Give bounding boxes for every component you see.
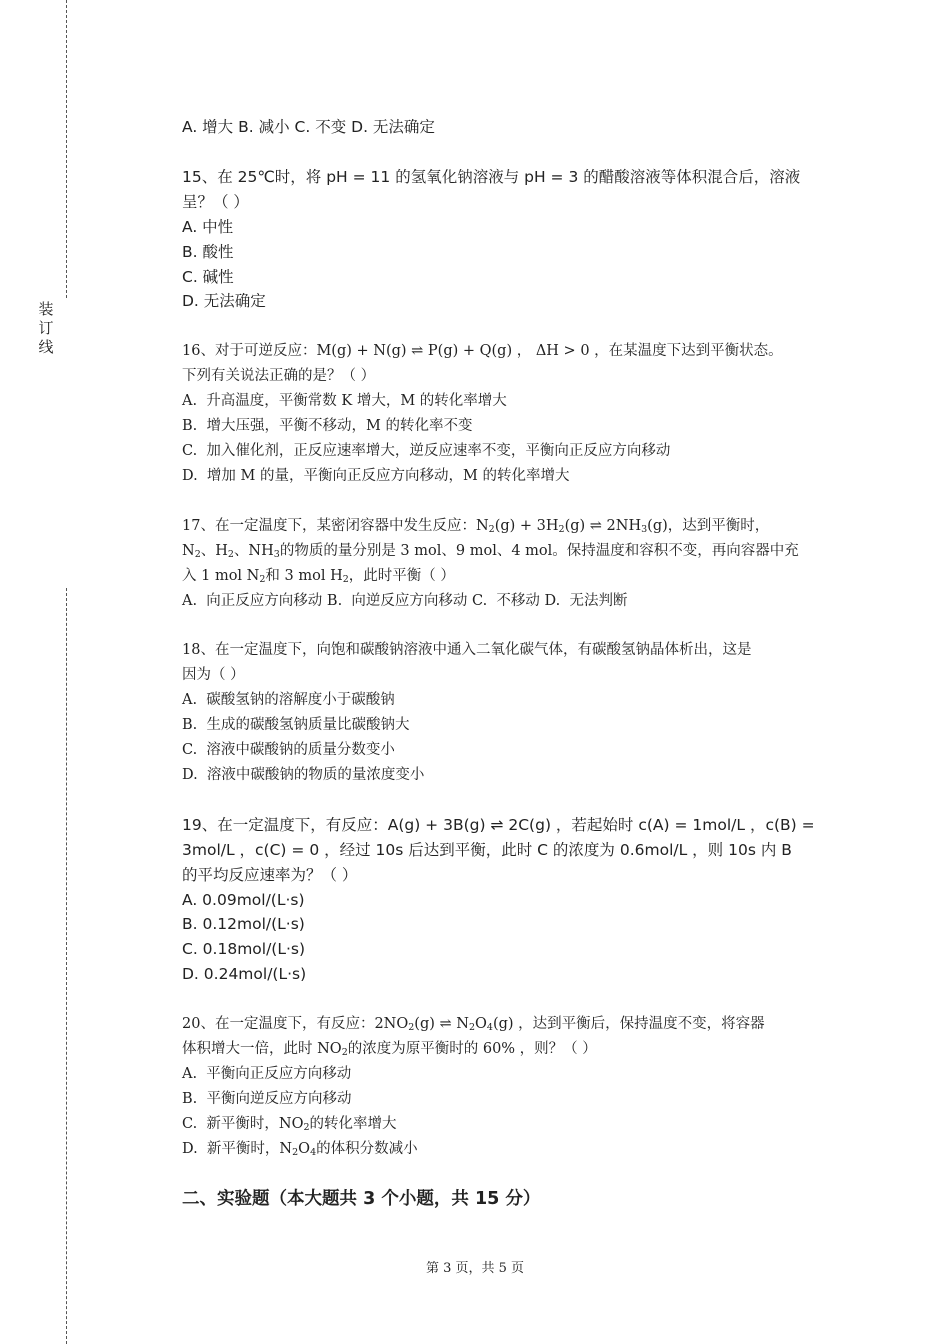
question-stem: $N_2$、$H_2$、$NH_3$的物质的量分别是 3 mol、9 mol、4 mol。保持温度和容积不变，再向容器中充 [182,542,799,560]
binding-char: 装 [38,300,54,318]
option: A. 碳酸氢钠的溶解度小于碳酸钠 [182,692,395,709]
question-16 [182,339,842,488]
option: D. 无法确定 [182,292,266,311]
q14-options: A. 增大 B. 减小 C. 不变 D. 无法确定 [182,118,435,136]
question-stem: 的平均反应速率为？（ ） [182,865,358,884]
question-stem: 3mol/L ，c(C) = 0 ，经过 10s 后达到平衡，此时 C 的浓度为 0.6mol/L ，则 10s 内 B [182,840,792,859]
question-stem: 17、在一定温度下，某密闭容器中发生反应：$N_2(g) + 3H_2(g)$ ⇌ $2NH_3(g)$，达到平衡时， [182,517,770,535]
binding-line-top [66,0,67,298]
option: D. 溶液中碳酸钠的物质的量浓度变小 [182,766,425,783]
option: C. 溶液中碳酸钠的质量分数变小 [182,742,395,759]
option: A. 升高温度，平衡常数 K 增大，M 的转化率增大 [182,393,507,410]
option: D. 增加 M 的量，平衡向正反应方向移动，M 的转化率增大 [182,467,570,484]
page-content [182,115,842,1210]
question-stem: 下列有关说法正确的是？（ ） [182,368,376,385]
question-stem: 19、在一定温度下，有反应：A(g) + 3B(g) ⇌ 2C(g) ，若起始时 c(A) = 1mol/L ，c(B) = [182,815,815,834]
question-stem: 18、在一定温度下，向饱和碳酸钠溶液中通入二氧化碳气体，有碳酸氢钠晶体析出，这是 [182,642,752,659]
option: B. 酸性 [182,242,234,261]
question-15 [182,165,842,314]
option: D. 0.24mol/(L·s) [182,965,307,984]
option: C. 碱性 [182,267,234,286]
question-stem: 16、对于可逆反应：M(g) + N(g) ⇌ P(g) + Q(g) ， ΔH > 0 ，在某温度下达到平衡状态。 [182,343,783,360]
option: A. 向正反应方向移动 B. 向逆反应方向移动 C. 不移动 D. 无法判断 [182,592,628,609]
option: B. 平衡向逆反应方向移动 [182,1090,352,1107]
binding-char: 线 [38,338,54,356]
binding-label [37,300,55,357]
question-stem: 入 1 mol $N_2$和 3 mol $H_2$，此时平衡（ ） [182,567,455,585]
question-stem: 体积增大一倍，此时 $NO_2$的浓度为原平衡时的 60% ，则？（ ） [182,1041,597,1059]
question-20 [182,1012,842,1161]
option: D. 新平衡时，$N_2O_4$的体积分数减小 [182,1140,418,1158]
option: A. 0.09mol/(L·s) [182,890,305,909]
option: A. 中性 [182,217,234,236]
option: A. 平衡向正反应方向移动 [182,1066,352,1082]
option: B. 生成的碳酸氢钠质量比碳酸钠大 [182,717,410,734]
page-footer: 第 3 页，共 5 页 [425,1261,525,1276]
question-17 [182,514,842,614]
option: B. 增大压强，平衡不移动，M 的转化率不变 [182,418,473,435]
question-stem: 15、在 25℃时，将 pH = 11 的氢氧化钠溶液与 pH = 3 的醋酸溶液等体积混合后，溶液 [182,167,801,186]
option: B. 0.12mol/(L·s) [182,915,305,934]
question-stem: 因为（ ） [182,667,245,684]
question-stem: 呈？（ ） [182,192,249,211]
option: C. 加入催化剂，正反应速率增大，逆反应速率不变，平衡向正反应方向移动 [182,442,671,459]
question-18 [182,638,842,787]
option: C. 新平衡时，$NO_2$的转化率增大 [182,1115,397,1133]
option: C. 0.18mol/(L·s) [182,940,306,959]
question-stem: 20、在一定温度下，有反应：$2NO_2(g)$ ⇌ $N_2O_4(g)$ ，达到平衡后，保持温度不变，将容器 [182,1016,765,1034]
binding-char: 订 [38,319,54,337]
section-title: 二、实验题（本大题共 3 个小题，共 15 分） [182,1188,541,1209]
binding-line-bottom [66,588,67,1344]
question-19 [182,813,842,987]
